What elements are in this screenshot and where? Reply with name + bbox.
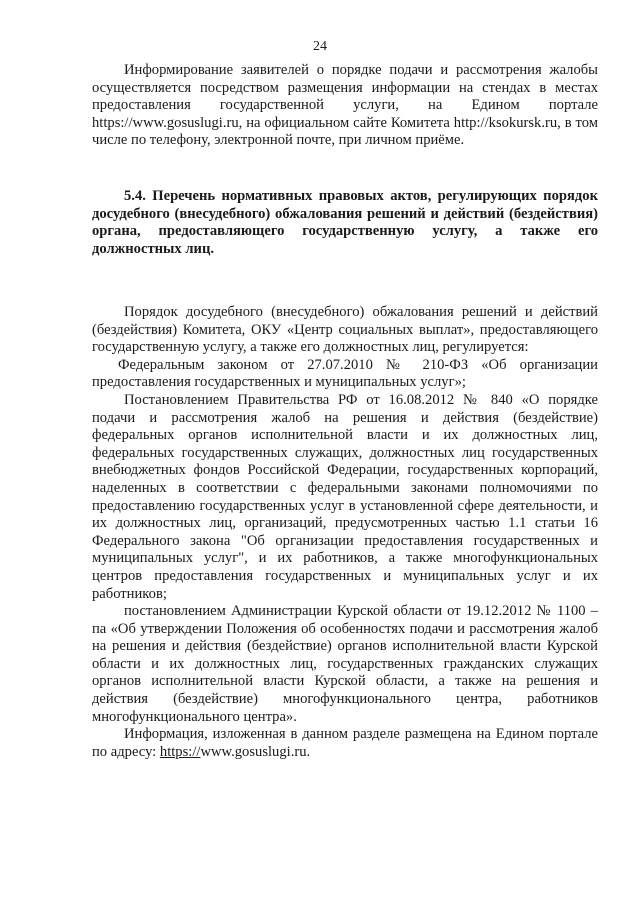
info-paragraph bbox=[92, 726, 598, 761]
law-paragraph: Федеральным законом от 27.07.2010 № 210-ФЗ «Об организации предоставления государственных и муниципальных услуг»; bbox=[92, 356, 598, 391]
info-link-rest: www.gosuslugi.ru. bbox=[200, 743, 311, 760]
info-text: Информация, изложенная в данном разделе размещена на Едином портале по адресу: bbox=[92, 726, 598, 760]
informing-paragraph-block bbox=[92, 62, 598, 150]
kursk-resolution-paragraph: постановлением Администрации Курской области от 19.12.2012 № 1100 – па «Об утверждении Положения об особенностях подачи и рассмотрения жалоб на решения и действия (бездействие) органов исполнительной власти Курской области и их должностных лиц, государственных гражданских служащих органов исполнительной власти Курской области, а также на решения и действия (бездействие) многофункционального центра, работников многофункционального центра». bbox=[92, 603, 598, 725]
body-block bbox=[92, 304, 598, 761]
section-heading-block bbox=[92, 188, 598, 258]
gosuslugi-link[interactable]: https:// bbox=[159, 743, 201, 760]
section-heading: 5.4. Перечень нормативных правовых актов, регулирующих порядок досудебного (внесудебного) обжалования решений и действий (бездействия) органа, предоставляющего государственную услугу, а также его должностных лиц. bbox=[92, 188, 598, 257]
intro-paragraph: Порядок досудебного (внесудебного) обжалования решений и действий (бездействия) Комитета, ОКУ «Центр социальных выплат», предоставляющего государственную услугу, а также его должностных лиц, регулируется: bbox=[92, 304, 598, 356]
government-resolution-paragraph: Постановлением Правительства РФ от 16.08.2012 № 840 «О порядке подачи и рассмотрения жалоб на решения и действия (бездействие) федеральных органов исполнительной власти и их должностных лиц, федеральных государственных служащих, должностных лиц государственных внебюджетных фондов Российской Федерации, государственных корпораций, наделенных в соответствии с федеральными законами полномочиями по предоставлению государственных услуг в установленной сфере деятельности, и их должностных лиц, организаций, предусмотренных частью 1.1 статьи 16 Федерального закона "Об организации предоставления государственных и муниципальных услуг", и их работников, а также многофункциональных центров предоставления государственных и муниципальных услуг и их работников; bbox=[92, 391, 598, 602]
page-number: 24 bbox=[313, 39, 327, 54]
informing-paragraph: Информирование заявителей о порядке подачи и рассмотрения жалобы осуществляется посредством размещения информации на стендах в местах предоставления государственной услуги, на Едином портале https://www.gosuslugi.ru, на официальном сайте Комитета http://ksokursk.ru, в том числе по телефону, электронной почте, при личном приёме. bbox=[92, 62, 598, 149]
